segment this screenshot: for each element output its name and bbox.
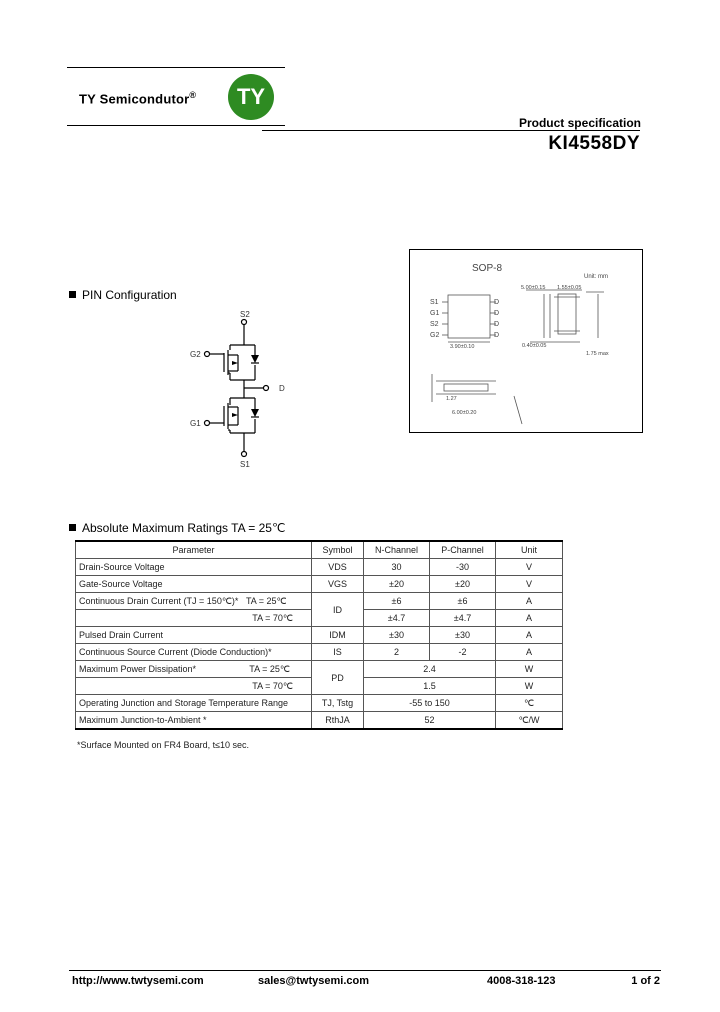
package-drawing xyxy=(410,250,642,432)
p-channel-cell: ±30 xyxy=(430,627,496,644)
table-row xyxy=(76,712,563,730)
header-cell: Unit xyxy=(496,541,563,559)
table-row xyxy=(76,559,563,576)
table-row xyxy=(76,627,563,644)
param-cell: Maximum Junction-to-Ambient * xyxy=(76,712,312,730)
combined-value-cell: -55 to 150 xyxy=(364,695,496,712)
table-row xyxy=(76,695,563,712)
footer-rule xyxy=(69,970,661,971)
p-channel-cell: ±6 xyxy=(430,593,496,610)
bullet-icon xyxy=(69,524,76,531)
table-row xyxy=(76,593,563,610)
pin-label-d: D xyxy=(279,384,285,393)
pkg-pin-left: G1 xyxy=(430,310,440,317)
dim-width: 3.90±0.10 xyxy=(450,344,475,350)
pkg-pin-left: S2 xyxy=(430,321,439,328)
condition-cell: TA = 70℃ xyxy=(76,610,312,627)
symbol-cell: TJ, Tstg xyxy=(312,695,364,712)
unit-cell: V xyxy=(496,576,563,593)
package-outline-box xyxy=(409,249,643,433)
absolute-max-ratings-table xyxy=(75,540,563,730)
symbol-cell: RthJA xyxy=(312,712,364,730)
p-channel-cell: ±4.7 xyxy=(430,610,496,627)
n-channel-cell: ±30 xyxy=(364,627,430,644)
unit-cell: A xyxy=(496,593,563,610)
page-number: 1 of 2 xyxy=(631,975,660,987)
param-cell xyxy=(76,593,312,610)
n-channel-cell: 2 xyxy=(364,644,430,661)
table-row xyxy=(76,576,563,593)
symbol-cell: IS xyxy=(312,644,364,661)
header-rule-bottom xyxy=(67,125,285,126)
dim-pitch: 1.27 xyxy=(446,396,457,402)
table-footnote: *Surface Mounted on FR4 Board, t≤10 sec. xyxy=(77,740,250,750)
header-cell: N-Channel xyxy=(364,541,430,559)
p-channel-cell: -2 xyxy=(430,644,496,661)
n-channel-cell: ±20 xyxy=(364,576,430,593)
footer-website-link[interactable]: http://www.twtysemi.com xyxy=(72,975,204,987)
header-cell: P-Channel xyxy=(430,541,496,559)
combined-value-cell: 52 xyxy=(364,712,496,730)
condition-text: TA = 25℃ xyxy=(245,595,287,606)
dim-span: 6.00±0.20 xyxy=(452,410,477,416)
pkg-pin-left: G2 xyxy=(430,332,440,339)
param-cell xyxy=(76,661,312,678)
unit-cell: W xyxy=(496,678,563,695)
pkg-pin-right: D xyxy=(494,332,500,339)
condition-text: TA = 25℃ xyxy=(249,663,290,674)
dim-top: 1.55±0.05 xyxy=(557,285,582,291)
title-rule xyxy=(262,130,640,131)
unit-cell: ℃ xyxy=(496,695,563,712)
unit-cell: ℃/W xyxy=(496,712,563,730)
product-spec-label: Product specification xyxy=(518,116,641,130)
unit-cell: V xyxy=(496,559,563,576)
p-channel-cell: ±20 xyxy=(430,576,496,593)
param-cell: Drain-Source Voltage xyxy=(76,559,312,576)
table-row xyxy=(76,644,563,661)
dim-lead: 0.40±0.05 xyxy=(522,343,547,349)
param-text: Continuous Drain Current (TJ = 150℃)* xyxy=(79,595,239,606)
unit-cell: A xyxy=(496,644,563,661)
footer-email-link[interactable]: sales@twtysemi.com xyxy=(258,975,369,987)
n-channel-cell: ±4.7 xyxy=(364,610,430,627)
header-rule-top xyxy=(67,67,285,68)
table-row xyxy=(76,661,563,678)
pin-label-g1: G1 xyxy=(190,419,201,428)
symbol-cell: VDS xyxy=(312,559,364,576)
symbol-cell: ID xyxy=(312,593,364,627)
pkg-pin-right: D xyxy=(494,321,500,328)
dim-height: 1.75 max xyxy=(586,351,609,357)
dim-body-width: 5.00±0.15 xyxy=(521,285,546,291)
param-text: Maximum Power Dissipation* xyxy=(79,663,197,674)
unit-cell: W xyxy=(496,661,563,678)
header-cell: Symbol xyxy=(312,541,364,559)
ratings-heading: Absolute Maximum Ratings TA = 25℃ xyxy=(69,521,285,535)
symbol-cell: PD xyxy=(312,661,364,695)
package-unit: Unit: mm xyxy=(584,274,608,280)
param-cell: Operating Junction and Storage Temperature Range xyxy=(76,695,312,712)
n-channel-cell: 30 xyxy=(364,559,430,576)
footer-phone: 4008-318-123 xyxy=(487,975,556,987)
param-cell: Gate-Source Voltage xyxy=(76,576,312,593)
table-header-row xyxy=(76,541,563,559)
header-cell: Parameter xyxy=(76,541,312,559)
unit-cell: A xyxy=(496,610,563,627)
condition-cell: TA = 70℃ xyxy=(76,678,312,695)
company-logo: TY xyxy=(228,74,274,120)
pin-configuration-diagram xyxy=(180,305,290,475)
symbol-cell: IDM xyxy=(312,627,364,644)
p-channel-cell: -30 xyxy=(430,559,496,576)
package-title: SOP-8 xyxy=(472,263,503,274)
symbol-cell: VGS xyxy=(312,576,364,593)
pkg-pin-right: D xyxy=(494,310,500,317)
pin-label-s1: S1 xyxy=(240,460,250,469)
pkg-pin-right: D xyxy=(494,299,500,306)
combined-value-cell: 1.5 xyxy=(364,678,496,695)
pin-label-g2: G2 xyxy=(190,350,201,359)
bullet-icon xyxy=(69,291,76,298)
param-cell: Continuous Source Current (Diode Conduction)* xyxy=(76,644,312,661)
unit-cell: A xyxy=(496,627,563,644)
pin-config-heading: PIN Configuration xyxy=(69,288,177,302)
brand-name: TY Semicondutor® xyxy=(79,90,197,107)
n-channel-cell: ±6 xyxy=(364,593,430,610)
pkg-pin-left: S1 xyxy=(430,299,439,306)
part-number: KI4558DY xyxy=(548,133,640,154)
combined-value-cell: 2.4 xyxy=(364,661,496,678)
param-cell: Pulsed Drain Current xyxy=(76,627,312,644)
pin-label-s2: S2 xyxy=(240,310,250,319)
